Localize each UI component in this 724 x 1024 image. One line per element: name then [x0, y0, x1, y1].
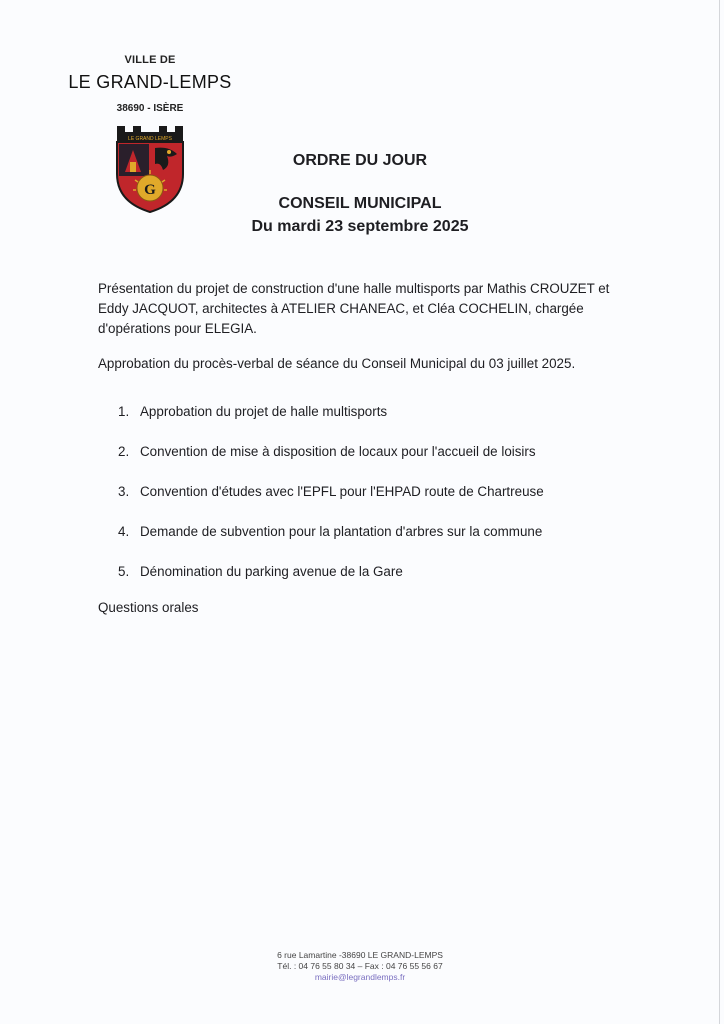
- list-item: [118, 484, 638, 524]
- footer: [200, 950, 520, 983]
- item-text: Approbation du projet de halle multisports: [140, 404, 388, 419]
- footer-address: 6 rue Lamartine -38690 LE GRAND-LEMPS: [277, 950, 443, 960]
- item-text: Convention d'études avec l'EPFL pour l'EHPAD route de Chartreuse: [140, 484, 544, 499]
- meeting-date: Du mardi 23 septembre 2025: [251, 218, 469, 235]
- municipality-header: [60, 48, 240, 214]
- list-item: [118, 564, 638, 604]
- item-number: 3.: [118, 484, 130, 499]
- item-text: Dénomination du parking avenue de la Gare: [140, 564, 403, 579]
- coat-of-arms-icon: [111, 124, 189, 214]
- footer-email-link[interactable]: mairie@legrandlemps.fr: [314, 972, 406, 982]
- ville-de-label: VILLE DE: [124, 54, 176, 66]
- item-number: 5.: [118, 564, 130, 579]
- page-edge: [719, 0, 720, 1024]
- item-text: Convention de mise à disposition de locaux pour l'accueil de loisirs: [140, 444, 536, 459]
- postal-region: 38690 - ISÈRE: [116, 103, 184, 114]
- agenda-heading: ORDRE DU JOUR: [292, 152, 428, 169]
- list-item: [118, 404, 638, 444]
- item-text: Demande de subvention pour la plantation d'arbres sur la commune: [140, 524, 543, 539]
- item-number: 2.: [118, 444, 130, 459]
- item-number: 4.: [118, 524, 130, 539]
- council-heading: CONSEIL MUNICIPAL: [278, 195, 442, 212]
- crest-motto: LE GRAND LEMPS: [128, 136, 172, 142]
- item-number: 1.: [118, 404, 130, 419]
- list-item: [118, 524, 638, 564]
- footer-phone: Tél. : 04 76 55 80 34 – Fax : 04 76 55 56 67: [277, 961, 443, 971]
- town-name: LE GRAND-LEMPS: [68, 72, 232, 92]
- crest-letter: G: [144, 182, 156, 198]
- minutes-approval: Approbation du procès-verbal de séance du Conseil Municipal du 03 juillet 2025.: [98, 356, 576, 371]
- questions-section: Questions orales: [98, 600, 199, 615]
- list-item: [118, 444, 638, 484]
- agenda-list: [118, 404, 638, 604]
- intro-paragraph: Présentation du projet de construction d'une halle multisports par Mathis CROUZET et Eddy JACQUOT, architectes à ATELIER CHANEAC, et Cléa COCHELIN, chargée d'opérations pour ELEGIA.: [98, 281, 610, 336]
